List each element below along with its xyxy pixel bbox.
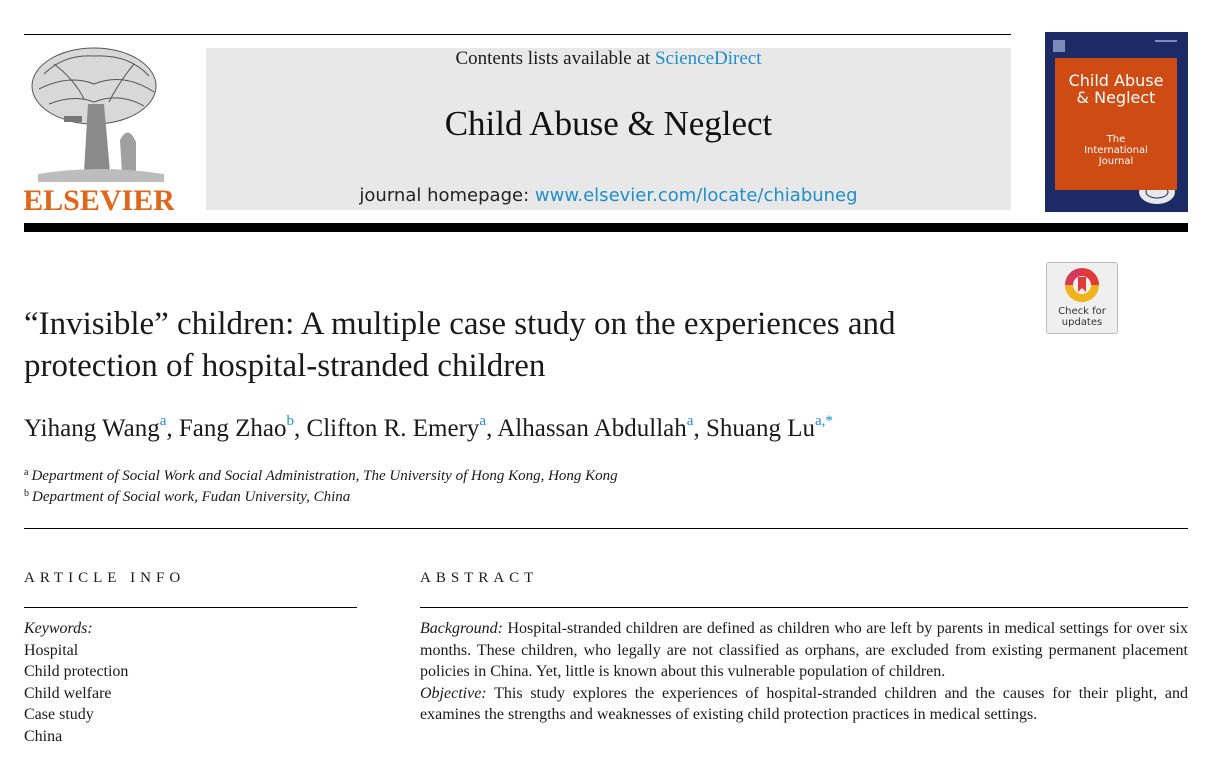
cover-title-line-2: & Neglect <box>1076 88 1156 107</box>
header-thick-rule <box>24 223 1188 232</box>
affiliation-b <box>24 488 350 506</box>
journal-name: Child Abuse & Neglect <box>444 104 773 143</box>
cover-title <box>1055 72 1177 106</box>
author-name[interactable]: Yihang Wang <box>24 415 160 442</box>
abstract-heading: ABSTRACT <box>420 570 539 586</box>
abstract-objective <box>420 683 1188 726</box>
affiliation-marker: a <box>24 467 29 478</box>
author-name[interactable]: Shuang Lu <box>705 415 815 442</box>
contents-line <box>206 48 1011 70</box>
article-title-line-2: protection of hospital-stranded children <box>24 348 546 384</box>
background-label: Background: <box>420 620 503 637</box>
keywords-label: Keywords: <box>24 620 93 637</box>
article-info-heading: ARTICLE INFO <box>24 570 186 586</box>
top-rule <box>24 34 1011 35</box>
check-for-updates-label <box>1047 306 1117 328</box>
badge-line-2: updates <box>1061 317 1103 328</box>
article-title-line-1: “Invisible” children: A multiple case study on the experiences and <box>24 306 896 342</box>
homepage-link[interactable]: www.elsevier.com/locate/chiabuneg <box>534 185 858 206</box>
affiliation-text: Department of Social Work and Social Administration, The University of Hong Kong, Hong Kong <box>31 468 618 484</box>
keyword-item: Hospital <box>24 641 79 659</box>
elsevier-logo[interactable] <box>24 44 174 214</box>
cover-sub-line-2: International <box>1084 145 1148 156</box>
objective-label: Objective: <box>420 684 487 702</box>
elsevier-tree-icon <box>24 44 174 214</box>
author-name[interactable]: Clifton R. Emery <box>306 415 480 442</box>
article-info-rule <box>24 607 357 608</box>
author-affiliation-link[interactable]: b <box>286 413 295 429</box>
journal-homepage <box>206 185 1011 206</box>
keyword-item: China <box>24 727 63 745</box>
abstract-background <box>420 618 1188 683</box>
author-name[interactable]: Fang Zhao <box>178 415 287 442</box>
cover-sub-line-3: Journal <box>1098 156 1134 167</box>
article-title <box>24 303 1024 387</box>
author-affiliation-link[interactable]: a <box>159 413 167 429</box>
keyword-item: Case study <box>24 706 94 723</box>
abstract-rule <box>420 607 1188 608</box>
cover-title-line-1: Child Abuse <box>1068 71 1164 90</box>
contents-prefix: Contents lists available at <box>455 48 655 69</box>
cover-title-panel <box>1055 58 1177 190</box>
affiliation-a <box>24 467 618 485</box>
section-divider <box>24 528 1188 529</box>
abstract-body <box>420 618 1188 726</box>
affiliation-text: Department of Social work, Fudan University, China <box>32 489 351 505</box>
cover-sub-line-1: The <box>1106 134 1126 145</box>
keyword-item: Child welfare <box>24 684 112 702</box>
journal-cover-thumbnail[interactable] <box>1045 32 1188 212</box>
keyword-item: Child protection <box>24 663 129 680</box>
objective-text: This study explores the experiences of hospital-stranded children and the causes for their plight, and examines the strengths and weaknesses of existing child protection practices in medical settings. <box>420 684 1188 723</box>
author-affiliation-link[interactable]: a <box>479 413 487 429</box>
keywords-block <box>24 618 128 747</box>
badge-line-1: Check for <box>1058 306 1106 317</box>
background-text: Hospital-stranded children are defined as children who are left by parents in medical settings for over six months. These children, who legally are not classified as orphans, are excluded from existing permanent placement policies in China. Yet, little is known about this vulnerable population of children. <box>420 620 1188 680</box>
author-name[interactable]: Alhassan Abdullah <box>497 415 687 442</box>
cover-subtitle <box>1055 134 1177 167</box>
author-list: Yihang Wang$^a$, Fang Zhao$^b$, Clifton R. Emery$^a$, Alhassan Abdullah$^a$, Shuang $Lu^{a,*}$ <box>24 413 833 442</box>
sciencedirect-link[interactable]: ScienceDirect <box>654 48 762 69</box>
homepage-prefix: journal homepage: <box>359 185 535 206</box>
publisher-wordmark: ELSEVIER <box>24 184 174 214</box>
affiliation-marker: b <box>24 488 29 499</box>
author-affiliation-link[interactable]: a <box>686 413 694 429</box>
corresponding-author-link[interactable]: a,* <box>815 413 833 429</box>
check-for-updates-button[interactable] <box>1046 262 1118 334</box>
crossmark-icon <box>1047 265 1117 307</box>
